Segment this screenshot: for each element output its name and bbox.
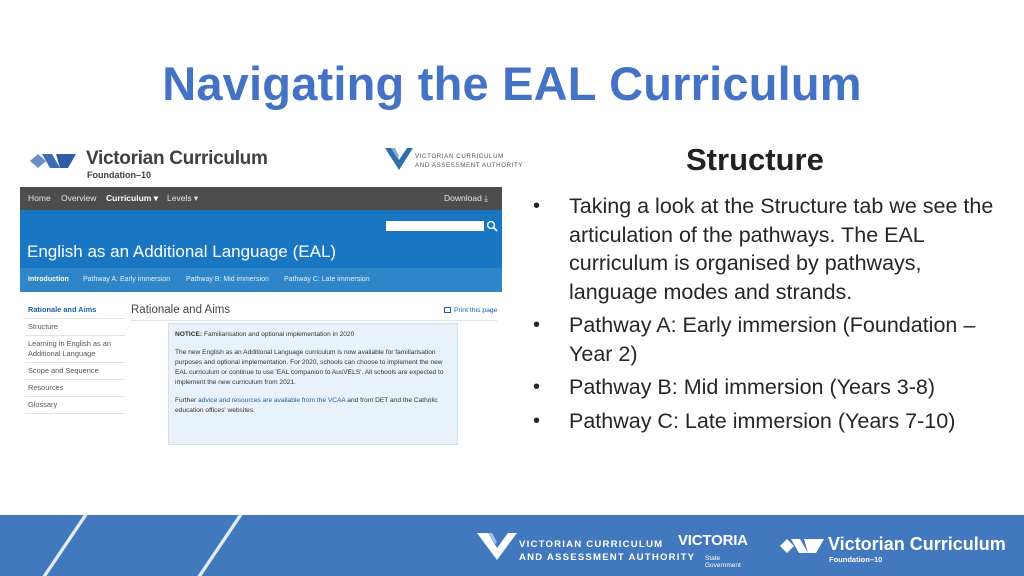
footer-vcaa-line-1: VICTORIAN CURRICULUM — [519, 539, 664, 550]
bullet-item — [533, 311, 1009, 368]
government-line: Government — [705, 562, 741, 569]
printer-icon — [444, 307, 451, 313]
bullet-dot-icon: • — [533, 314, 541, 336]
state-government-text — [705, 555, 741, 569]
footer-victorian-curriculum-logo — [780, 533, 1020, 563]
bullet-dot-icon: • — [533, 409, 541, 432]
tab-pathway-b[interactable]: Pathway B: Mid immersion — [186, 276, 269, 283]
main-heading: Rationale and Aims — [131, 304, 231, 316]
sidebar-item-learning-english[interactable]: Learning in English as an Additional Language — [25, 336, 125, 363]
logo-subtitle: Foundation–10 — [87, 170, 152, 180]
search-input[interactable] — [386, 221, 484, 231]
vc-chevron-icon — [30, 152, 80, 170]
nav-levels[interactable]: Levels ▾ — [167, 193, 199, 203]
divider — [131, 320, 497, 321]
footer-stripe — [30, 515, 95, 576]
footer-vcaa-line-2: AND ASSESSMENT AUTHORITY — [519, 552, 696, 563]
nav-home[interactable]: Home — [28, 193, 51, 203]
top-navbar — [20, 187, 502, 210]
sidebar-item-structure[interactable]: Structure — [25, 319, 125, 336]
sidebar-item-rationale[interactable]: Rationale and Aims — [25, 302, 125, 319]
vcaa-line-2: AND ASSESSMENT AUTHORITY — [415, 162, 524, 169]
footer-vc-sub: Foundation–10 — [829, 555, 883, 564]
tab-pathway-a[interactable]: Pathway A: Early immersion — [83, 276, 171, 283]
state-line: State — [705, 555, 721, 562]
bullet-item — [533, 192, 1009, 306]
nav-curriculum[interactable]: Curriculum ▾ — [106, 193, 158, 203]
notice-tail: and from DET and the Catholic education offices' websites. — [175, 397, 438, 414]
pathway-tabs — [20, 268, 502, 292]
notice-link[interactable]: advice and resources are available from the VCAA — [198, 397, 346, 404]
footer-stripe — [185, 515, 250, 576]
sidebar-item-glossary[interactable]: Glossary — [25, 397, 125, 414]
vcaa-logo — [385, 146, 524, 178]
website-screenshot — [20, 142, 524, 452]
vcaa-check-icon — [477, 531, 517, 561]
tab-pathway-c[interactable]: Pathway C: Late immersion — [284, 276, 370, 283]
vc-chevron-icon — [780, 537, 826, 555]
bullet-text: Pathway B: Mid immersion (Years 3-8) — [569, 375, 936, 399]
nav-overview[interactable]: Overview — [61, 193, 97, 203]
bullet-text: Pathway A: Early immersion (Foundation –Year 2) — [569, 313, 976, 366]
notice-title: Familiarisation and optional implementation in 2020 — [203, 331, 355, 338]
search-icon[interactable] — [486, 220, 498, 232]
sidebar-item-scope[interactable]: Scope and Sequence — [25, 363, 125, 380]
bullet-list — [533, 192, 1009, 440]
bullet-dot-icon: • — [533, 376, 541, 398]
print-page-link[interactable] — [444, 307, 497, 314]
footer-bar — [0, 515, 1024, 576]
vcaa-check-icon — [385, 146, 413, 172]
notice-label: NOTICE: — [175, 331, 203, 338]
notice-body: The new English as an Additional Language curriculum is now available for familiarisation purposes and optional implementation. For 2020, schools can choose to implement the new EAL curriculum or continue to use 'EAL companion to AusVELS'. All schools are expected to implement the new curriculum from 2021. — [175, 349, 444, 386]
logo-name: Victorian Curriculum — [86, 148, 268, 169]
banner-title: English as an Additional Language (EAL) — [27, 242, 337, 261]
tab-introduction[interactable]: Introduction — [28, 276, 69, 283]
sidebar-item-resources[interactable]: Resources — [25, 380, 125, 397]
victoria-wordmark: VICTORIA — [678, 532, 748, 549]
vcaa-text — [415, 152, 523, 170]
notice-box — [168, 323, 458, 445]
bullet-item — [533, 373, 1009, 402]
victoria-state-government-logo — [678, 526, 758, 570]
structure-heading: Structure — [686, 142, 824, 177]
bullet-text: Taking a look at the Structure tab we see the articulation of the pathways. The EAL curriculum is organised by pathways, language modes and strands. — [569, 194, 994, 304]
page-banner — [20, 210, 502, 268]
slide-title: Navigating the EAL Curriculum — [162, 57, 862, 110]
footer-vc-name: Victorian Curriculum — [828, 534, 1006, 554]
sidebar-menu — [25, 302, 125, 414]
bullet-item — [533, 407, 1009, 436]
print-label: Print this page — [454, 307, 498, 314]
notice-further: Further — [175, 397, 197, 404]
footer-vcaa-text — [519, 538, 695, 564]
bullet-text: Pathway C: Late immersion (Years 7-10) — [569, 408, 956, 433]
footer-vcaa-logo — [477, 531, 696, 563]
bullet-dot-icon: • — [533, 195, 541, 217]
nav-download[interactable]: Download ⤓ — [444, 193, 488, 203]
victorian-curriculum-logo — [30, 146, 290, 186]
vcaa-line-1: VICTORIAN CURRICULUM — [415, 153, 504, 160]
